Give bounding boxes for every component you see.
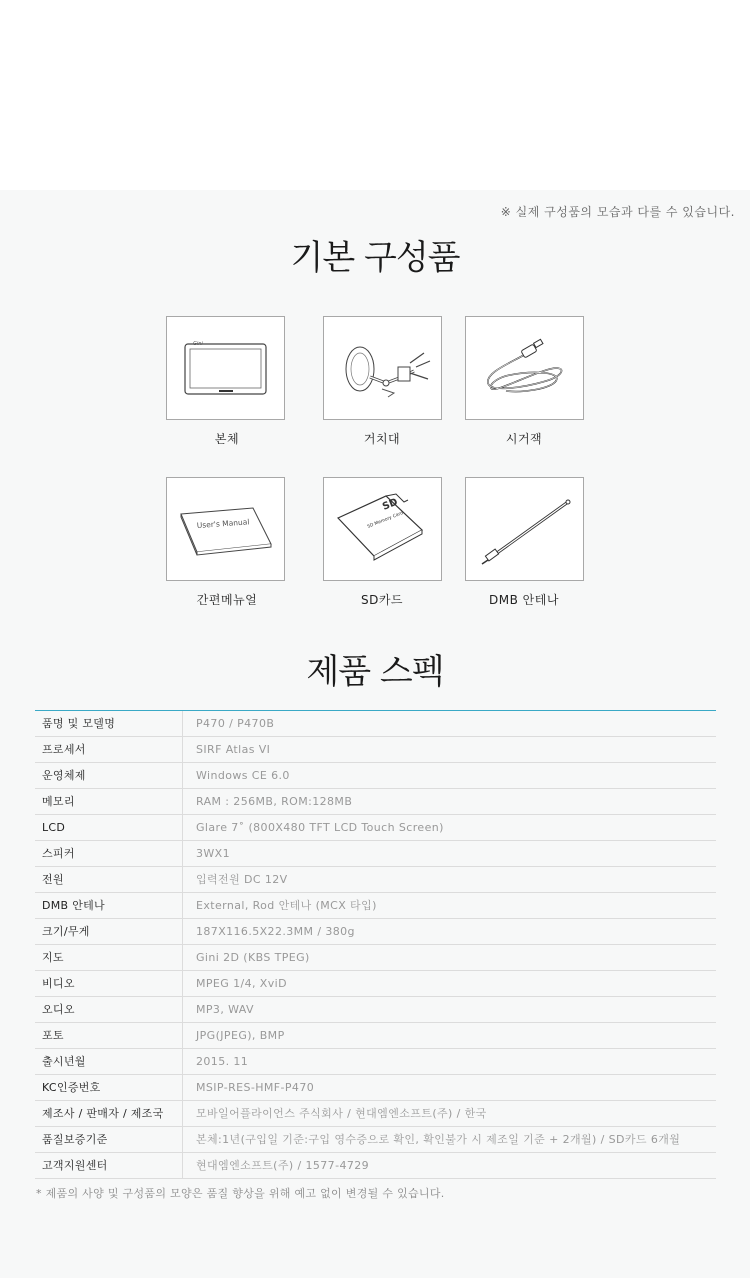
- spec-value: 3WX1: [196, 847, 231, 860]
- spec-key: 오디오: [35, 997, 183, 1022]
- mount-holder-icon: [324, 317, 441, 419]
- notice-text: ※ 실제 구성품의 모습과 다를 수 있습니다.: [500, 205, 735, 219]
- item-box-mount: [323, 316, 442, 420]
- product-spec-title: 제품 스펙: [306, 652, 444, 692]
- spec-key: 포토: [35, 1023, 183, 1048]
- svg-text:SD: SD: [381, 496, 400, 513]
- dmb-antenna-icon: [466, 478, 583, 580]
- spec-row: [35, 1153, 716, 1179]
- spec-key: 비디오: [35, 971, 183, 996]
- spec-key: 프로세서: [35, 737, 183, 762]
- spec-row: [35, 1049, 716, 1075]
- spec-value: MP3, WAV: [196, 1003, 254, 1016]
- spec-key: 전원: [35, 867, 183, 892]
- item-box-body: [166, 316, 285, 420]
- spec-key: 운영체제: [35, 763, 183, 788]
- spec-row: [35, 789, 716, 815]
- spec-row: [35, 971, 716, 997]
- basic-components-title: 기본 구성품: [290, 238, 460, 278]
- spec-value: 2015. 11: [196, 1055, 249, 1068]
- sd-card-label-text: SD Memory Card: [366, 510, 404, 530]
- item-label-manual: 간편메뉴얼: [196, 593, 258, 607]
- item-box-cigar-jack: [465, 316, 584, 420]
- spec-row: [35, 1075, 716, 1101]
- spec-key: 품명 및 모델명: [35, 711, 183, 736]
- spec-value: Gini 2D (KBS TPEG): [196, 951, 310, 964]
- device-body-icon: [167, 317, 284, 419]
- spec-key: 크기/무게: [35, 919, 183, 944]
- spec-key: 품질보증기준: [35, 1127, 183, 1152]
- spec-value: 입력전원 DC 12V: [196, 873, 288, 886]
- spec-row: [35, 997, 716, 1023]
- spec-row: [35, 815, 716, 841]
- top-blank-area: [0, 0, 750, 190]
- item-label-body: 본체: [214, 432, 240, 446]
- cigar-jack-cable-icon: [466, 317, 583, 419]
- item-box-antenna: [465, 477, 584, 581]
- spec-key: DMB 안테나: [35, 893, 183, 918]
- spec-key: 고객지원센터: [35, 1153, 183, 1178]
- item-box-sd-card: [323, 477, 442, 581]
- spec-row: [35, 841, 716, 867]
- item-label-cigar-jack: 시거잭: [505, 432, 543, 446]
- item-label-antenna: DMB 안테나: [489, 593, 559, 607]
- spec-row: [35, 1023, 716, 1049]
- spec-row: [35, 763, 716, 789]
- spec-row: [35, 711, 716, 737]
- spec-value: MSIP-RES-HMF-P470: [196, 1081, 315, 1094]
- spec-row: [35, 893, 716, 919]
- spec-value: Glare 7˚ (800X480 TFT LCD Touch Screen): [196, 821, 444, 834]
- footnote-text: * 제품의 사양 및 구성품의 모양은 품질 향상을 위해 예고 없이 변경될 수 있습니다.: [36, 1187, 445, 1200]
- spec-value: RAM : 256MB, ROM:128MB: [196, 795, 353, 808]
- item-label-sd-card: SD카드: [360, 593, 404, 607]
- spec-value: External, Rod 안테나 (MCX 타입): [196, 899, 377, 912]
- spec-row: [35, 1101, 716, 1127]
- spec-value: 본체:1년(구입일 기준:구입 영수증으로 확인, 확인불가 시 제조일 기준 + 2개월) / SD카드 6개월: [196, 1133, 681, 1146]
- spec-table: [35, 710, 716, 1179]
- spec-key: 제조사 / 판매자 / 제조국: [35, 1101, 183, 1126]
- spec-key: LCD: [35, 815, 183, 840]
- spec-row: [35, 1127, 716, 1153]
- item-box-manual: [166, 477, 285, 581]
- sd-card-icon: [324, 478, 441, 580]
- spec-row: [35, 867, 716, 893]
- spec-key: 메모리: [35, 789, 183, 814]
- spec-key: 스피커: [35, 841, 183, 866]
- spec-value: 모바일어플라이언스 주식회사 / 현대엠엔소프트(주) / 한국: [196, 1107, 487, 1120]
- spec-value: 현대엠엔소프트(주) / 1577-4729: [196, 1159, 370, 1172]
- spec-row: [35, 945, 716, 971]
- manual-cover-text: User's Manual: [196, 517, 250, 530]
- spec-key: 출시년월: [35, 1049, 183, 1074]
- spec-key: 지도: [35, 945, 183, 970]
- spec-value: 187X116.5X22.3MM / 380g: [196, 925, 355, 938]
- spec-value: Windows CE 6.0: [196, 769, 290, 782]
- spec-key: KC인증번호: [35, 1075, 183, 1100]
- svg-text:Gini: Gini: [193, 341, 203, 347]
- spec-row: [35, 737, 716, 763]
- spec-value: P470 / P470B: [196, 717, 275, 730]
- item-label-mount: 거치대: [363, 432, 401, 446]
- manual-booklet-icon: [167, 478, 284, 580]
- spec-value: SIRF Atlas VI: [196, 743, 271, 756]
- spec-value: MPEG 1/4, XviD: [196, 977, 287, 990]
- spec-row: [35, 919, 716, 945]
- spec-value: JPG(JPEG), BMP: [196, 1029, 285, 1042]
